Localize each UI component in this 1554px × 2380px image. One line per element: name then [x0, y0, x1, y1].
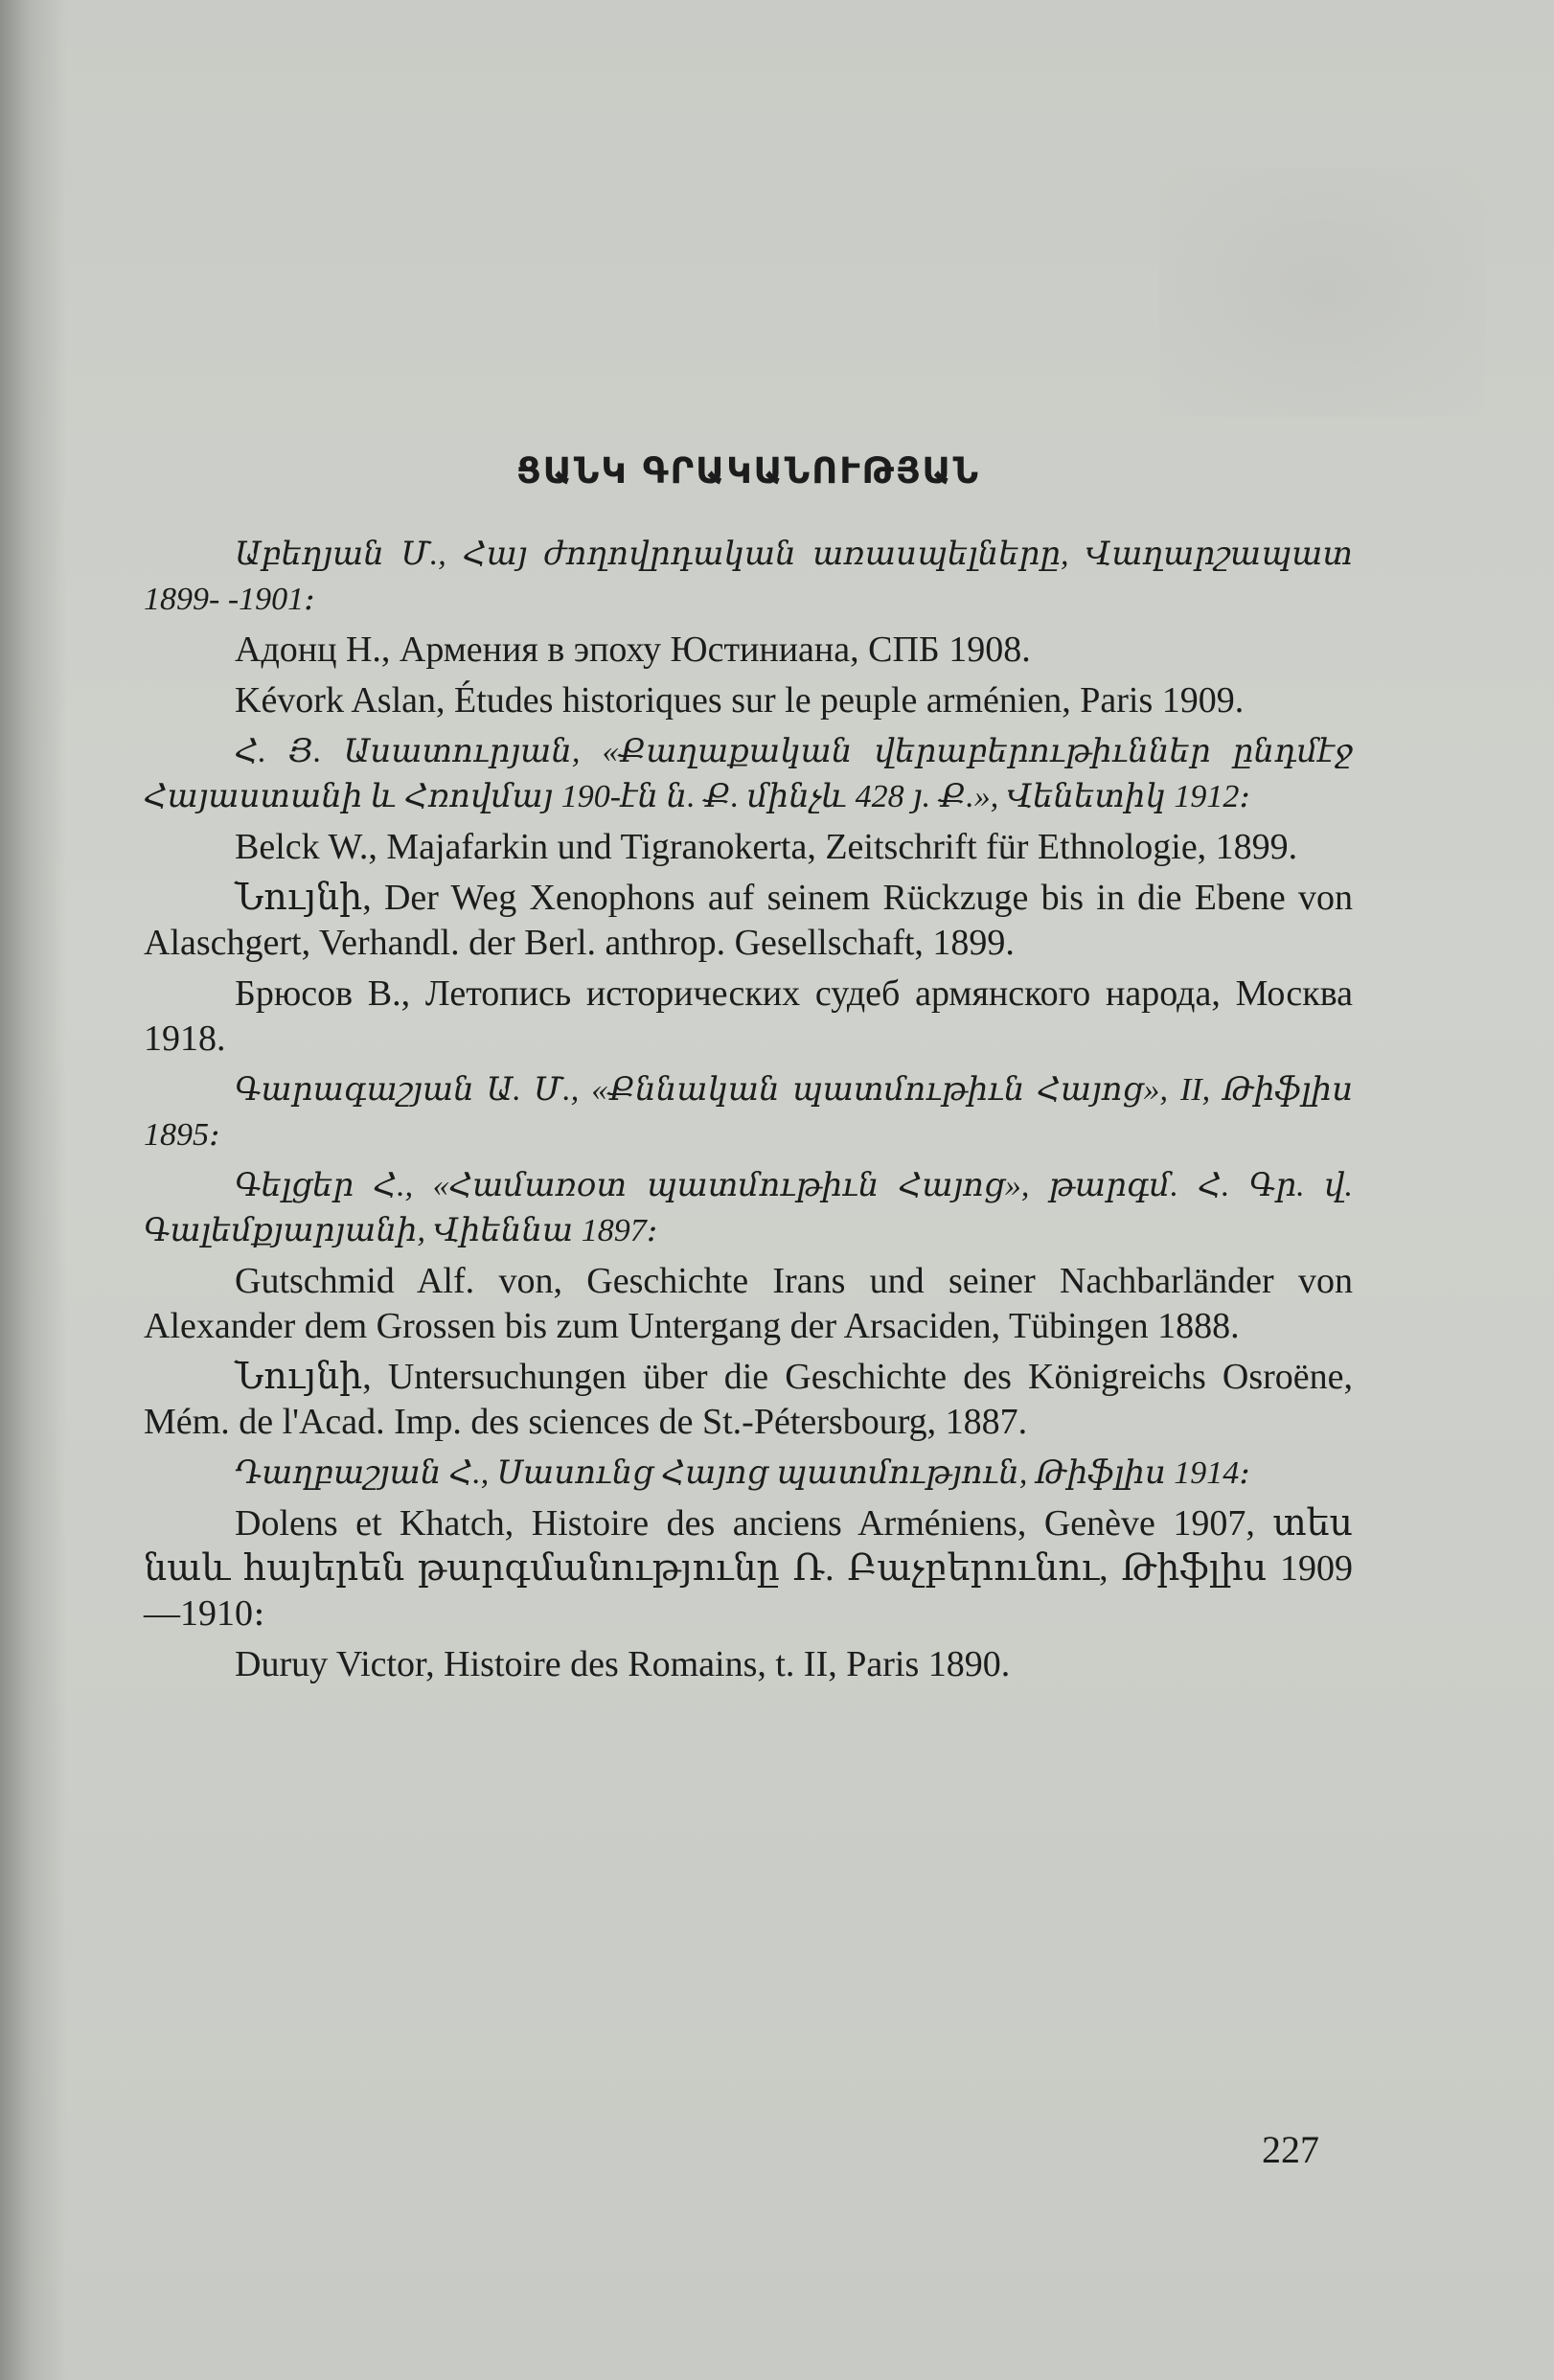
bibliography-entry: Հ. Յ. Ասատուրյան, «Քաղաքական վերաբերութիւններ ընդմէջ Հայաստանի և Հռովմայ 190-էն ն. Ք. մինչև 428 յ. Ք.», Վենետիկ 1912։ — [144, 734, 1353, 814]
bibliography-entry: Նույնի, Untersuchungen über die Geschichte des Königreichs Osroëne, Mém. de l'Acad. Imp. des sciences de St.-Pétersbourg, 1887. — [144, 1357, 1353, 1442]
bibliography-entry: Брюсов В., Летопись исторических судеб армянского народа, Москва 1918. — [144, 973, 1353, 1059]
bibliography-entry: Dolens et Khatch, Histoire des anciens Arméniens, Genève 1907, տես նաև հայերեն թարգմանությունը Ռ. Բաչբերունու, Թիֆլիս 1909—1910։ — [144, 1503, 1353, 1634]
page-number: 227 — [1262, 2128, 1319, 2171]
bibliography-entry: Նույնի, Der Weg Xenophons auf seinem Rückzuge bis in die Ebene von Alaschgert, Verhandl. der Berl. anthrop. Gesellschaft, 1899. — [144, 878, 1353, 963]
binding-shadow — [0, 0, 67, 2380]
bibliography-entry: Աբեղյան Մ., Հայ ժողովրդական առասպելները, Վաղարշապատ 1899- -1901։ — [144, 537, 1353, 617]
bibliography-entry: Duruy Victor, Histoire des Romains, t. II, Paris 1890. — [235, 1644, 1011, 1684]
bibliography-heading: ՑԱՆԿ ԳՐԱԿԱՆՈՒԹՅԱՆ — [515, 450, 981, 492]
bibliography-entry: Belck W., Majafarkin und Tigranokerta, Zeitschrift für Ethnologie, 1899. — [235, 827, 1298, 867]
bibliography-section — [144, 450, 1353, 1693]
show-through-text — [1159, 168, 1485, 417]
bibliography-entry: Գելցեր Հ., «Համառօտ պատմութիւն Հայոց», թարգմ. Հ. Գր. վ. Գալեմքյարյանի, Վիեննա 1897։ — [144, 1168, 1353, 1248]
bibliography-entry: Գարագաշյան Ա. Մ., «Քննական պատմութիւն Հայոց», II, Թիֆլիս 1895։ — [144, 1072, 1353, 1153]
bibliography-entry: Адонц Н., Армения в эпоху Юстиниана, СПБ 1908. — [235, 629, 1031, 670]
bibliography-entry: Gutschmid Alf. von, Geschichte Irans und seiner Nachbarländer von Alexander dem Grossen bis zum Untergang der Arsaciden, Tübingen 1888. — [144, 1261, 1353, 1346]
bibliography-entry: Դաղբաշյան Հ., Սասունց Հայոց պատմություն, Թիֆլիս 1914։ — [235, 1455, 1250, 1491]
bibliography-entry: Kévork Aslan, Études historiques sur le peuple arménien, Paris 1909. — [235, 680, 1245, 721]
